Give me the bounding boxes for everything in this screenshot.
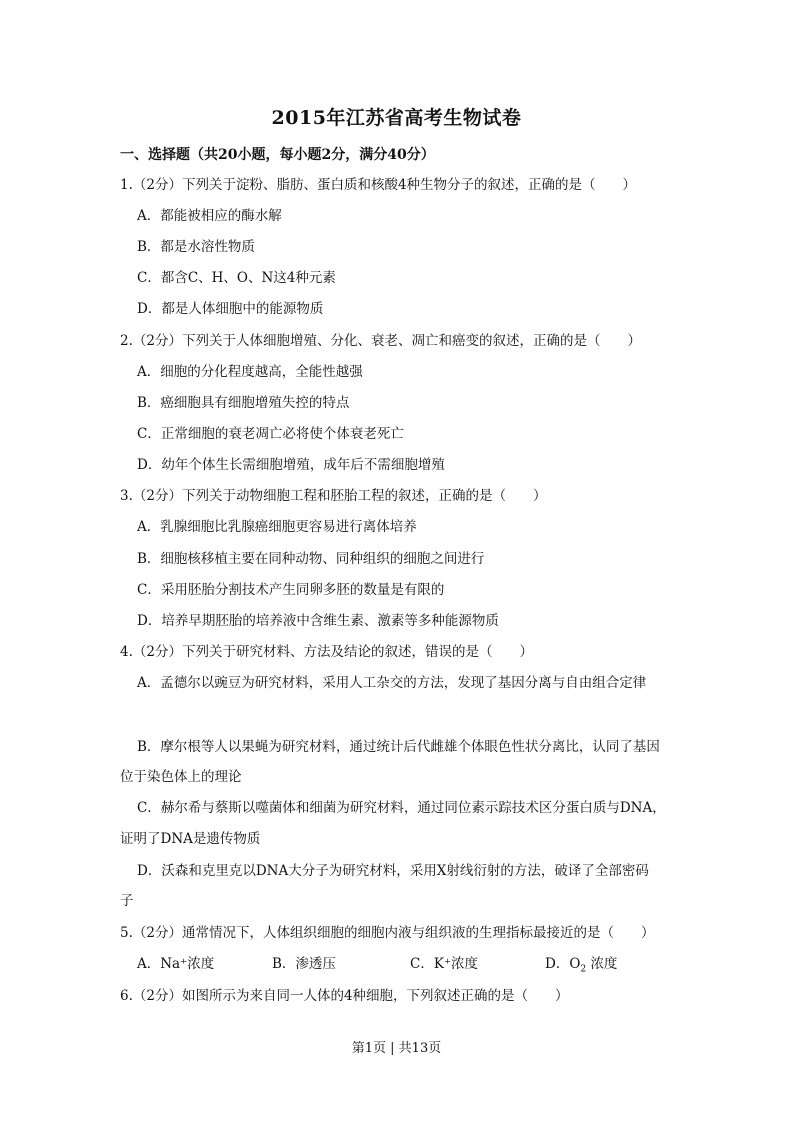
question-1-option-b: B．都是水溶性物质 <box>137 239 255 255</box>
question-5-option-c: C．K⁺浓度 <box>410 956 479 972</box>
question-5-option-d-subscript: 2 <box>580 964 587 975</box>
question-3-option-b: B．细胞核移植主要在同种动物、同种组织的细胞之间进行 <box>137 551 485 567</box>
question-4-option-a: A．孟德尔以豌豆为研究材料，采用人工杂交的方法，发现了基因分离与自由组合定律 <box>137 675 647 691</box>
question-5-options-row <box>0 955 793 975</box>
question-4-option-b-continued: 位于染色体上的理论 <box>120 769 242 785</box>
question-4-option-b: B．摩尔根等人以果蝇为研究材料，通过统计后代雌雄个体眼色性状分离比，认同了基因 <box>137 739 660 755</box>
question-3-option-c: C．采用胚胎分割技术产生同卵多胚的数量是有限的 <box>137 582 445 598</box>
question-1-option-d: D．都是人体细胞中的能源物质 <box>137 301 324 317</box>
question-4-option-d: D．沃森和克里克以DNA大分子为研究材料，采用X射线衍射的方法，破译了全部密码 <box>137 863 649 879</box>
question-1-option-a: A．都能被相应的酶水解 <box>137 208 282 224</box>
question-5-option-d-suffix: 浓度 <box>590 956 618 972</box>
question-1-option-c: C．都含C、H、O、N这4种元素 <box>137 270 336 286</box>
question-5-option-d-label: D．O <box>545 956 581 972</box>
question-2-stem: 2.（2分）下列关于人体细胞增殖、分化、衰老、凋亡和癌变的叙述，正确的是（ ） <box>120 333 641 349</box>
question-4-option-c-continued: 证明了DNA是遗传物质 <box>120 831 261 847</box>
question-5-option-a: A．Na⁺浓度 <box>137 956 215 972</box>
question-1-stem: 1.（2分）下列关于淀粉、脂肪、蛋白质和核酸4种生物分子的叙述，正确的是（ ） <box>120 177 637 193</box>
question-3-stem: 3.（2分）下列关于动物细胞工程和胚胎工程的叙述，正确的是（ ） <box>120 488 547 504</box>
page-title: 2015年江苏省高考生物试卷 <box>271 107 522 129</box>
question-4-stem: 4.（2分）下列关于研究材料、方法及结论的叙述，错误的是（ ） <box>120 644 533 660</box>
question-3-option-a: A．乳腺细胞比乳腺癌细胞更容易进行离体培养 <box>137 519 417 535</box>
question-2-option-b: B．癌细胞具有细胞增殖失控的特点 <box>137 395 350 411</box>
section-heading: 一、选择题（共20小题，每小题2分，满分40分） <box>120 147 435 163</box>
question-5-stem: 5.（2分）通常情况下，人体组织细胞的细胞内液与组织液的生理指标最接近的是（ ） <box>120 925 655 941</box>
question-5-option-d <box>545 955 617 979</box>
question-6-stem: 6.（2分）如图所示为来自同一人体的4种细胞，下列叙述正确的是（ ） <box>120 988 569 1004</box>
question-5-option-b: B．渗透压 <box>272 956 336 972</box>
question-2-option-d: D．幼年个体生长需细胞增殖，成年后不需细胞增殖 <box>137 457 445 473</box>
question-2-option-c: C．正常细胞的衰老凋亡必将使个体衰老死亡 <box>137 426 404 442</box>
question-4-option-c: C．赫尔希与蔡斯以噬菌体和细菌为研究材料，通过同位素示踪技术区分蛋白质与DNA， <box>137 800 666 816</box>
question-2-option-a: A．细胞的分化程度越高，全能性越强 <box>137 364 363 380</box>
page-footer: 第1页 | 共13页 <box>351 1041 442 1056</box>
question-4-option-d-continued: 子 <box>120 893 134 909</box>
question-3-option-d: D．培养早期胚胎的培养液中含维生素、激素等多种能源物质 <box>137 613 499 629</box>
